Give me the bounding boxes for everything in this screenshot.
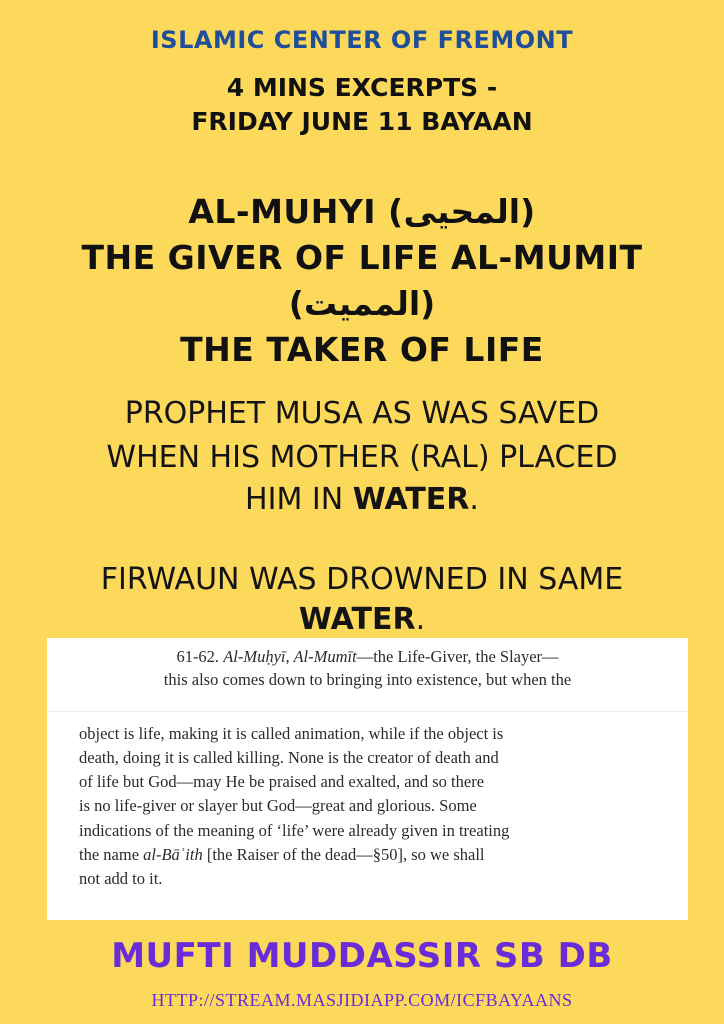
heading-line-4: THE TAKER OF LIFE	[180, 330, 544, 369]
excerpt-para-line: not add to it.	[79, 869, 163, 888]
excerpt-para-line: object is life, making it is called animation, while if the object is	[79, 724, 504, 743]
excerpt-para-line: of life but God—may He be praised and exalted, and so there	[79, 772, 485, 791]
body-text-segment: .	[415, 602, 426, 637]
excerpt-divider	[47, 711, 688, 712]
excerpt-header-line	[47, 646, 688, 668]
excerpt-line-2: this also comes down to bringing into existence, but when the	[163, 670, 572, 689]
excerpt-para-line: is no life-giver or slayer but God—great and glorious. Some	[79, 796, 477, 815]
body-paragraph-1-line-1: PROPHET MUSA AS WAS SAVED	[124, 396, 600, 431]
organization-title: ISLAMIC CENTER OF FREMONT	[150, 26, 574, 54]
water-emphasis: WATER	[352, 482, 470, 517]
body-paragraph-1-line-3	[0, 478, 724, 522]
heading-line-1: AL-MUHYI (المحيى)	[188, 192, 536, 231]
speaker-name: MUFTI MUDDASSIR SB DB	[111, 936, 613, 976]
body-paragraph-2-line-2	[0, 598, 724, 642]
excerpt-text: the name	[79, 845, 144, 864]
excerpt-para-line: death, doing it is called killing. None is the creator of death and	[79, 748, 499, 767]
heading-line-2: THE GIVER OF LIFE AL-MUMIT	[81, 238, 643, 277]
stream-link[interactable]: HTTP://STREAM.MASJIDIAPP.COM/ICFBAYAANS	[151, 990, 573, 1010]
excerpt-para-line	[79, 843, 485, 867]
excerpt-names: Al-Muḥyī, Al-Mumīt	[223, 647, 357, 666]
excerpt-number: 61-62.	[176, 647, 224, 666]
excerpt-text: [the Raiser of the dead—§50], so we shall	[202, 845, 485, 864]
excerpt-header-rest: —the Life-Giver, the Slayer—	[356, 647, 559, 666]
water-emphasis: WATER	[298, 602, 416, 637]
excerpt-line-2: FRIDAY JUNE 11 BAYAAN	[191, 107, 533, 136]
body-text-segment: .	[469, 482, 479, 517]
book-excerpt-image	[47, 638, 688, 920]
excerpt-para-line: indications of the meaning of ‘life’ were already given in treating	[79, 821, 510, 840]
body-text-segment: HIM IN	[245, 482, 353, 517]
body-paragraph-1-line-2: WHEN HIS MOTHER (RAL) PLACED	[106, 440, 618, 475]
body-paragraph-2-line-1: FIRWAUN WAS DROWNED IN SAME	[100, 562, 624, 597]
excerpt-italic-name: al-Bāʿith	[143, 845, 203, 864]
excerpt-line-1: 4 MINS EXCERPTS -	[226, 73, 498, 102]
heading-line-3: (المميت)	[288, 284, 436, 323]
